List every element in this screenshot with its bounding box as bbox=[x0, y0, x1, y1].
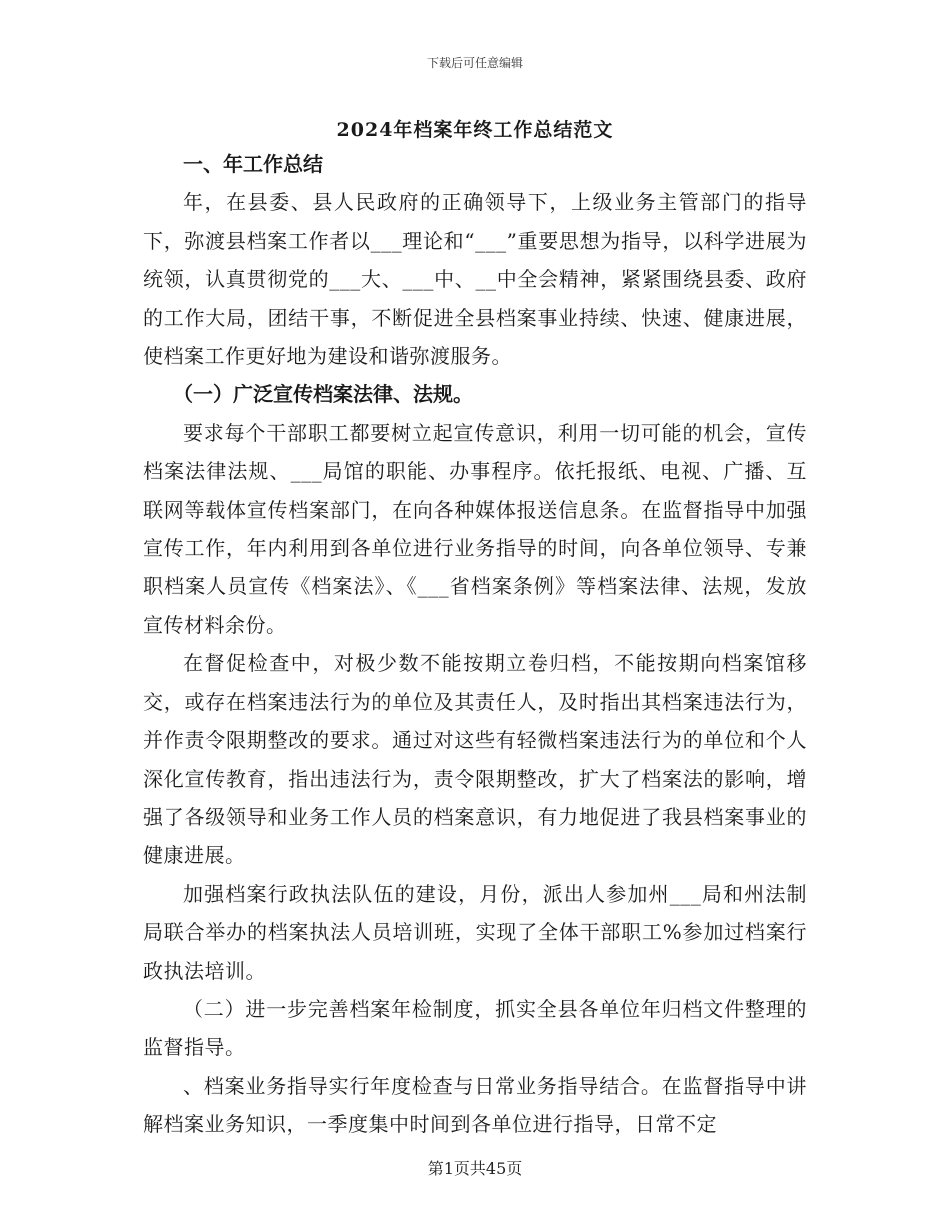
section-heading: 一、年工作总结 bbox=[183, 152, 323, 176]
page-number: 第1页共45页 bbox=[427, 1159, 523, 1178]
subsection-heading: （一）广泛宣传档案法律、法规。 bbox=[173, 382, 473, 407]
document-body bbox=[143, 145, 807, 1144]
document-title: 2024年档案年终工作总结范文 bbox=[336, 119, 614, 141]
paragraph: 年，在县委、县人民政府的正确领导下，上级业务主管部门的指导下，弥渡县档案工作者以___理论和“___”重要思想为指导，以科学进展为统领，认真贯彻党的___大、___中、__中全会精神，紧紧围绕县委、政府的工作大局，团结干事，不断促进全县档案事业持续、快速、健康进展，使档案工作更好地为建设和谐弥渡服务。 bbox=[143, 190, 807, 369]
header-note: 下载后可任意编辑 bbox=[426, 56, 523, 70]
paragraph: （二）进一步完善档案年检制度，抓实全县各单位年归档文件整理的监督指导。 bbox=[143, 996, 807, 1060]
paragraph: 加强档案行政执法队伍的建设，月份，派出人参加州___局和州法制局联合举办的档案执法人员培训班，实现了全体干部职工%参加过档案行政执法培训。 bbox=[143, 881, 807, 983]
paragraph: 在督促检查中，对极少数不能按期立卷归档，不能按期向档案馆移交，或存在档案违法行为的单位及其责任人，及时指出其档案违法行为，并作责令限期整改的要求。通过对这些有轻微档案违法行为的单位和个人深化宣传教育，指出违法行为，责令限期整改，扩大了档案法的影响，增强了各级领导和业务工作人员的档案意识，有力地促进了我县档案事业的健康进展。 bbox=[143, 651, 807, 868]
paragraph: 要求每个干部职工都要树立起宣传意识，利用一切可能的机会，宣传档案法律法规、___局馆的职能、办事程序。依托报纸、电视、广播、互联网等载体宣传档案部门，在向各种媒体报送信息条。在监督指导中加强宣传工作，年内利用到各单位进行业务指导的时间，向各单位领导、专兼职档案人员宣传《档案法》、《___省档案条例》等档案法律、法规，发放宣传材料余份。 bbox=[143, 420, 807, 637]
paragraph: 、档案业务指导实行年度检查与日常业务指导结合。在监督指导中讲解档案业务知识，一季度集中时间到各单位进行指导，日常不定 bbox=[143, 1073, 807, 1137]
